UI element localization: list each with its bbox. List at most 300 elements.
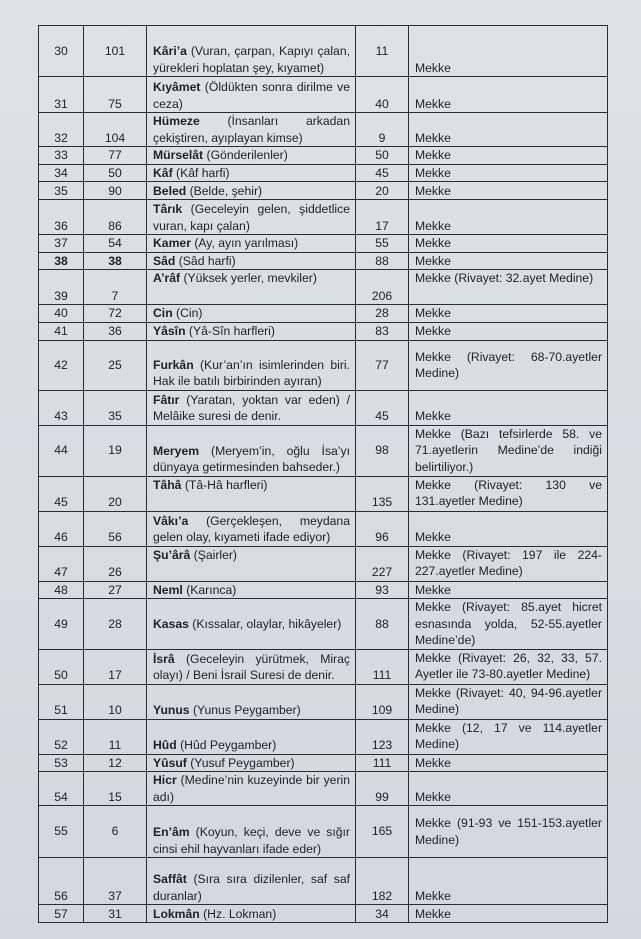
revelation-place-cell (409, 425, 608, 476)
verse-count-cell (356, 425, 409, 476)
surah-name-cell (147, 305, 356, 323)
row-number: 44 (54, 443, 68, 458)
surah-name: Hicr (153, 773, 177, 787)
verse-count: 96 (375, 530, 389, 544)
surah-meaning: (Cin) (172, 306, 203, 320)
surah-name: En’âm (153, 825, 190, 839)
revelation-place-cell (409, 113, 608, 147)
surah-name-cell (147, 147, 356, 165)
revelation-order-cell (84, 252, 147, 270)
revelation-place-cell (409, 649, 608, 684)
table-row (39, 684, 608, 719)
revelation-place: Mekke (415, 96, 451, 111)
surah-name-cell (147, 164, 356, 182)
verse-count: 11 (375, 43, 389, 58)
revelation-place-cell (409, 806, 608, 858)
surah-name-cell (147, 806, 356, 858)
table-row (39, 546, 608, 581)
revelation-place-cell (409, 476, 608, 511)
surah-name-cell (147, 476, 356, 511)
surah-meaning: (Şairler) (190, 547, 237, 562)
revelation-place-cell (409, 581, 608, 599)
surah-meaning: (Meryem’in, oğlu İsa’yı dünyaya getirmesinden bahseder.) (153, 443, 350, 474)
table-row (39, 113, 608, 147)
verse-count: 93 (375, 582, 389, 597)
revelation-place: Mekke (415, 253, 451, 268)
surah-meaning: (Medine’nin kuzeyinde bir yerin adı) (153, 773, 350, 804)
revelation-place-cell (409, 905, 608, 923)
revelation-order-cell (84, 905, 147, 923)
surah-meaning: (Geceleyin yürütmek, Miraç olayı) / Beni İsrail Suresi de denir. (153, 651, 350, 682)
row-number: 46 (54, 530, 68, 544)
verse-count: 28 (375, 306, 389, 320)
surah-number: 77 (108, 148, 122, 162)
table-row (39, 200, 608, 235)
revelation-order-cell (84, 390, 147, 425)
verse-count-cell (356, 476, 409, 511)
verse-count-cell (356, 806, 409, 858)
row-number-cell (39, 581, 84, 599)
row-number: 37 (54, 236, 68, 250)
surah-name-cell (147, 77, 356, 113)
table-row (39, 270, 608, 305)
revelation-order-cell (84, 305, 147, 323)
table-row (39, 26, 608, 77)
revelation-place-cell (409, 340, 608, 390)
surah-number: 90 (108, 183, 122, 198)
revelation-order-cell (84, 476, 147, 511)
row-number-cell (39, 164, 84, 182)
verse-count-cell (356, 858, 409, 905)
surah-meaning: (Belde, şehir) (186, 183, 263, 198)
verse-count: 99 (375, 789, 389, 804)
row-number-cell (39, 340, 84, 390)
row-number-cell (39, 147, 84, 165)
revelation-order-cell (84, 511, 147, 546)
row-number: 48 (54, 582, 68, 597)
table-row (39, 905, 608, 923)
verse-count: 98 (375, 443, 389, 458)
surah-meaning: (Gerçekleşen, meydana gelen olay, kıyameti ifade ediyor) (153, 513, 350, 544)
revelation-place-cell (409, 147, 608, 165)
verse-count-cell (356, 182, 409, 200)
verse-count: 83 (375, 324, 389, 338)
revelation-place-cell (409, 719, 608, 754)
surah-number: 101 (104, 43, 126, 58)
surah-name: Sâd (153, 253, 176, 268)
revelation-place: Mekke (12, 17 ve 114.ayetler Medine) (415, 720, 602, 751)
surah-name-cell (147, 754, 356, 772)
table-row (39, 182, 608, 200)
verse-count-cell (356, 684, 409, 719)
revelation-place: Mekke (Rivayet: 85.ayet hicret esnasında yolda, 52-55.ayetler Medine’de) (415, 600, 602, 647)
verse-count-cell (356, 77, 409, 113)
surah-name: Vâkı’a (153, 513, 189, 528)
verse-count: 88 (375, 253, 389, 268)
revelation-order-cell (84, 649, 147, 684)
surah-name: Mürselât (153, 148, 204, 162)
verse-count: 50 (375, 148, 389, 162)
verse-count: 123 (371, 738, 393, 752)
revelation-place: Mekke (Rivayet: 68-70.ayetler Medine) (415, 349, 602, 380)
verse-count-cell (356, 322, 409, 340)
surah-number: 36 (108, 324, 122, 338)
revelation-place: Mekke (415, 60, 451, 75)
surah-name-cell (147, 390, 356, 425)
row-number-cell (39, 684, 84, 719)
row-number-cell (39, 235, 84, 253)
row-number: 54 (54, 789, 68, 804)
surah-name-cell (147, 511, 356, 546)
row-number-cell (39, 77, 84, 113)
row-number-cell (39, 511, 84, 546)
surah-name-cell (147, 858, 356, 905)
table-row (39, 599, 608, 650)
surah-meaning: (Kıssalar, olaylar, hikâyeler) (188, 616, 342, 631)
row-number: 31 (54, 96, 68, 111)
row-number-cell (39, 305, 84, 323)
revelation-place: Mekke (415, 409, 451, 423)
surah-name: Saffât (153, 872, 187, 886)
revelation-place-cell (409, 684, 608, 719)
row-number-cell (39, 113, 84, 147)
verse-count-cell (356, 719, 409, 754)
revelation-order-cell (84, 182, 147, 200)
row-number: 53 (54, 755, 68, 770)
row-number-cell (39, 772, 84, 806)
surah-meaning: (İnsanları arkadan çekiştiren, ayıplayan kimse) (153, 114, 350, 145)
revelation-place: Mekke (415, 789, 451, 804)
surah-name-cell (147, 270, 356, 305)
surah-name: İsrâ (153, 651, 175, 666)
revelation-order-cell (84, 599, 147, 650)
table-row (39, 649, 608, 684)
revelation-order-cell (84, 425, 147, 476)
revelation-place-cell (409, 77, 608, 113)
revelation-place-cell (409, 511, 608, 546)
row-number: 32 (54, 130, 68, 145)
row-number-cell (39, 858, 84, 905)
surah-name-cell (147, 581, 356, 599)
table-row (39, 252, 608, 270)
surah-name: Lokmân (153, 906, 200, 921)
revelation-place: Mekke (415, 165, 451, 180)
verse-count: 111 (372, 668, 392, 682)
revelation-place: Mekke (415, 218, 451, 233)
revelation-order-cell (84, 147, 147, 165)
table-row (39, 719, 608, 754)
table-row (39, 511, 608, 546)
table-row (39, 235, 608, 253)
surah-number: 15 (108, 789, 122, 804)
surah-meaning: (Sıra sıra dizilenler, saf saf duranlar) (153, 872, 350, 903)
revelation-order-cell (84, 322, 147, 340)
row-number: 42 (54, 357, 68, 372)
table-row (39, 164, 608, 182)
revelation-place-cell (409, 599, 608, 650)
verse-count: 77 (375, 357, 389, 372)
row-number: 35 (54, 183, 68, 198)
surah-name-cell (147, 200, 356, 235)
surah-name: Cin (153, 306, 173, 320)
surah-meaning: (Yâ-Sîn harfleri) (185, 324, 275, 338)
surah-number: 11 (108, 738, 122, 752)
revelation-order-cell (84, 340, 147, 390)
surah-number: 38 (108, 253, 122, 268)
revelation-place-cell (409, 546, 608, 581)
surah-name-cell (147, 322, 356, 340)
surah-meaning: (Hûd Peygamber) (176, 738, 277, 752)
surah-meaning: (Öldükten sonra dirilme ve ceza) (153, 80, 350, 111)
surah-table (38, 25, 608, 923)
surah-name-cell (147, 684, 356, 719)
verse-count-cell (356, 164, 409, 182)
surah-number: 25 (108, 357, 122, 372)
row-number-cell (39, 476, 84, 511)
surah-name: Kamer (153, 236, 191, 250)
verse-count-cell (356, 390, 409, 425)
surah-number: 26 (108, 565, 122, 579)
revelation-order-cell (84, 270, 147, 305)
row-number-cell (39, 546, 84, 581)
table-row (39, 340, 608, 390)
surah-number: 56 (108, 530, 122, 544)
revelation-place: Mekke (415, 148, 451, 162)
row-number: 33 (54, 148, 68, 162)
surah-meaning: (Koyun, keçi, deve ve sığır cinsi ehil hayvanları ifade eder) (153, 825, 350, 856)
surah-name: Yunus (153, 703, 190, 717)
row-number-cell (39, 322, 84, 340)
surah-name: Tâhâ (153, 477, 182, 492)
surah-meaning: (Geceleyin gelen, şiddetlice vuran, kapı çalan) (153, 202, 350, 233)
revelation-place-cell (409, 26, 608, 77)
row-number: 55 (54, 824, 68, 839)
row-number: 39 (54, 288, 68, 303)
surah-meaning: (Gönderilenler) (203, 148, 288, 162)
row-number-cell (39, 390, 84, 425)
revelation-order-cell (84, 164, 147, 182)
surah-name-cell (147, 26, 356, 77)
surah-name-cell (147, 252, 356, 270)
table-row (39, 754, 608, 772)
row-number-cell (39, 754, 84, 772)
surah-meaning: (Kur’an’ın isimlerinden biri. Hak ile batılı birbirinden ayıran) (153, 357, 350, 388)
row-number: 47 (54, 565, 68, 579)
surah-name-cell (147, 719, 356, 754)
table-row (39, 858, 608, 905)
verse-count: 45 (375, 409, 389, 423)
revelation-place: Mekke (415, 582, 451, 597)
surah-name: Şu’ârâ (153, 547, 191, 562)
surah-number: 86 (108, 218, 122, 233)
surah-number: 27 (108, 582, 122, 597)
surah-number: 50 (108, 165, 122, 180)
surah-meaning: (Ay, ayın yarılması) (190, 236, 299, 250)
verse-count-cell (356, 26, 409, 77)
surah-meaning: (Yüksek yerler, mevkiler) (180, 271, 317, 285)
surah-name-cell (147, 425, 356, 476)
surah-number: 19 (108, 443, 122, 458)
revelation-order-cell (84, 772, 147, 806)
revelation-place-cell (409, 182, 608, 200)
revelation-place-cell (409, 390, 608, 425)
row-number-cell (39, 26, 84, 77)
verse-count: 165 (371, 824, 393, 839)
verse-count: 109 (371, 703, 393, 717)
row-number-cell (39, 719, 84, 754)
verse-count-cell (356, 147, 409, 165)
revelation-order-cell (84, 581, 147, 599)
revelation-place-cell (409, 772, 608, 806)
verse-count: 55 (375, 236, 389, 250)
surah-name: Beled (153, 183, 187, 198)
surah-number: 75 (108, 96, 122, 111)
revelation-place: Mekke (415, 130, 451, 145)
revelation-place: Mekke (415, 236, 451, 250)
surah-name: Furkân (153, 357, 194, 372)
surah-number: 72 (108, 306, 122, 320)
revelation-order-cell (84, 113, 147, 147)
revelation-place: Mekke (Rivayet: 130 ve 131.ayetler Medine) (415, 477, 602, 508)
revelation-place-cell (409, 305, 608, 323)
surah-meaning: (Karınca) (182, 582, 237, 597)
revelation-place: Mekke (415, 183, 451, 198)
surah-name: Meryem (153, 443, 200, 458)
revelation-place: Mekke (415, 755, 451, 770)
verse-count-cell (356, 581, 409, 599)
revelation-place: Mekke (415, 306, 451, 320)
verse-count-cell (356, 270, 409, 305)
surah-number: 17 (108, 668, 122, 682)
surah-name-cell (147, 235, 356, 253)
verse-count: 182 (371, 888, 393, 903)
row-number: 38 (54, 253, 68, 268)
revelation-place: Mekke (Rivayet: 26, 32, 33, 57. Ayetler ile 73-80.ayetler Medine) (415, 650, 602, 681)
revelation-order-cell (84, 77, 147, 113)
row-number: 52 (54, 738, 68, 752)
verse-count-cell (356, 340, 409, 390)
revelation-order-cell (84, 806, 147, 858)
surah-name-cell (147, 113, 356, 147)
verse-count-cell (356, 511, 409, 546)
surah-meaning: (Kâf harfi) (172, 165, 230, 180)
surah-number: 104 (104, 130, 126, 145)
table-row (39, 390, 608, 425)
table-row (39, 77, 608, 113)
surah-meaning: (Vuran, çarpan, Kapıyı çalan, yürekleri hoplatan şey, kıyamet) (153, 44, 350, 75)
surah-name: Neml (153, 582, 183, 597)
revelation-place: Mekke (91-93 ve 151-153.ayetler Medine) (415, 816, 602, 847)
surah-name: Kasas (153, 616, 189, 631)
table-row (39, 322, 608, 340)
revelation-place: Mekke (415, 888, 451, 903)
row-number-cell (39, 425, 84, 476)
revelation-place-cell (409, 164, 608, 182)
revelation-place-cell (409, 200, 608, 235)
surah-name-cell (147, 905, 356, 923)
surah-number: 12 (108, 755, 122, 770)
row-number-cell (39, 252, 84, 270)
table-row (39, 147, 608, 165)
verse-count: 40 (375, 96, 389, 111)
surah-name-cell (147, 546, 356, 581)
row-number-cell (39, 200, 84, 235)
surah-name: Kıyâmet (153, 80, 201, 94)
surah-name: A’râf (153, 271, 181, 285)
surah-name-cell (147, 772, 356, 806)
revelation-place-cell (409, 270, 608, 305)
surah-meaning: (Tâ-Hâ harfleri) (181, 477, 268, 492)
surah-meaning: (Yusuf Peygamber) (186, 755, 295, 770)
surah-meaning: (Yaratan, yoktan var eden) / Melâike suresi de denir. (153, 392, 350, 423)
verse-count-cell (356, 772, 409, 806)
surah-number: 35 (108, 409, 122, 423)
surah-number: 10 (108, 703, 122, 717)
surah-number: 31 (108, 906, 122, 921)
revelation-place-cell (409, 858, 608, 905)
table-row (39, 581, 608, 599)
verse-count-cell (356, 905, 409, 923)
surah-name-cell (147, 340, 356, 390)
surah-name-cell (147, 649, 356, 684)
row-number: 34 (54, 165, 68, 180)
revelation-order-cell (84, 858, 147, 905)
verse-count: 34 (375, 906, 389, 921)
revelation-place: Mekke (Rivayet: 40, 94-96.ayetler Medine) (415, 685, 602, 716)
row-number: 49 (54, 616, 68, 631)
revelation-place-cell (409, 322, 608, 340)
revelation-order-cell (84, 200, 147, 235)
revelation-place-cell (409, 235, 608, 253)
revelation-place: Mekke (415, 906, 451, 921)
revelation-place-cell (409, 754, 608, 772)
row-number-cell (39, 649, 84, 684)
surah-number: 37 (108, 888, 122, 903)
row-number-cell (39, 599, 84, 650)
verse-count: 206 (371, 288, 393, 303)
row-number: 56 (54, 888, 68, 903)
verse-count: 17 (375, 218, 389, 233)
verse-count: 227 (371, 565, 393, 579)
surah-name: Yûsuf (153, 755, 187, 770)
verse-count-cell (356, 113, 409, 147)
verse-count-cell (356, 252, 409, 270)
surah-name: Kâf (153, 165, 173, 180)
revelation-place: Mekke (415, 324, 451, 338)
row-number: 41 (54, 324, 68, 338)
row-number: 43 (54, 409, 68, 423)
verse-count-cell (356, 235, 409, 253)
verse-count: 9 (378, 130, 386, 145)
verse-count: 45 (375, 165, 389, 180)
row-number: 50 (54, 668, 68, 682)
revelation-order-cell (84, 546, 147, 581)
row-number: 51 (54, 703, 68, 717)
verse-count-cell (356, 599, 409, 650)
row-number: 57 (54, 906, 68, 921)
surah-name: Târık (153, 202, 183, 216)
surah-meaning: (Sâd harfi) (175, 253, 236, 268)
surah-number: 7 (111, 288, 119, 303)
revelation-order-cell (84, 754, 147, 772)
verse-count-cell (356, 754, 409, 772)
surah-name-cell (147, 599, 356, 650)
row-number-cell (39, 270, 84, 305)
surah-name-cell (147, 182, 356, 200)
verse-count-cell (356, 546, 409, 581)
verse-count: 135 (371, 495, 393, 509)
surah-number: 20 (108, 495, 122, 509)
